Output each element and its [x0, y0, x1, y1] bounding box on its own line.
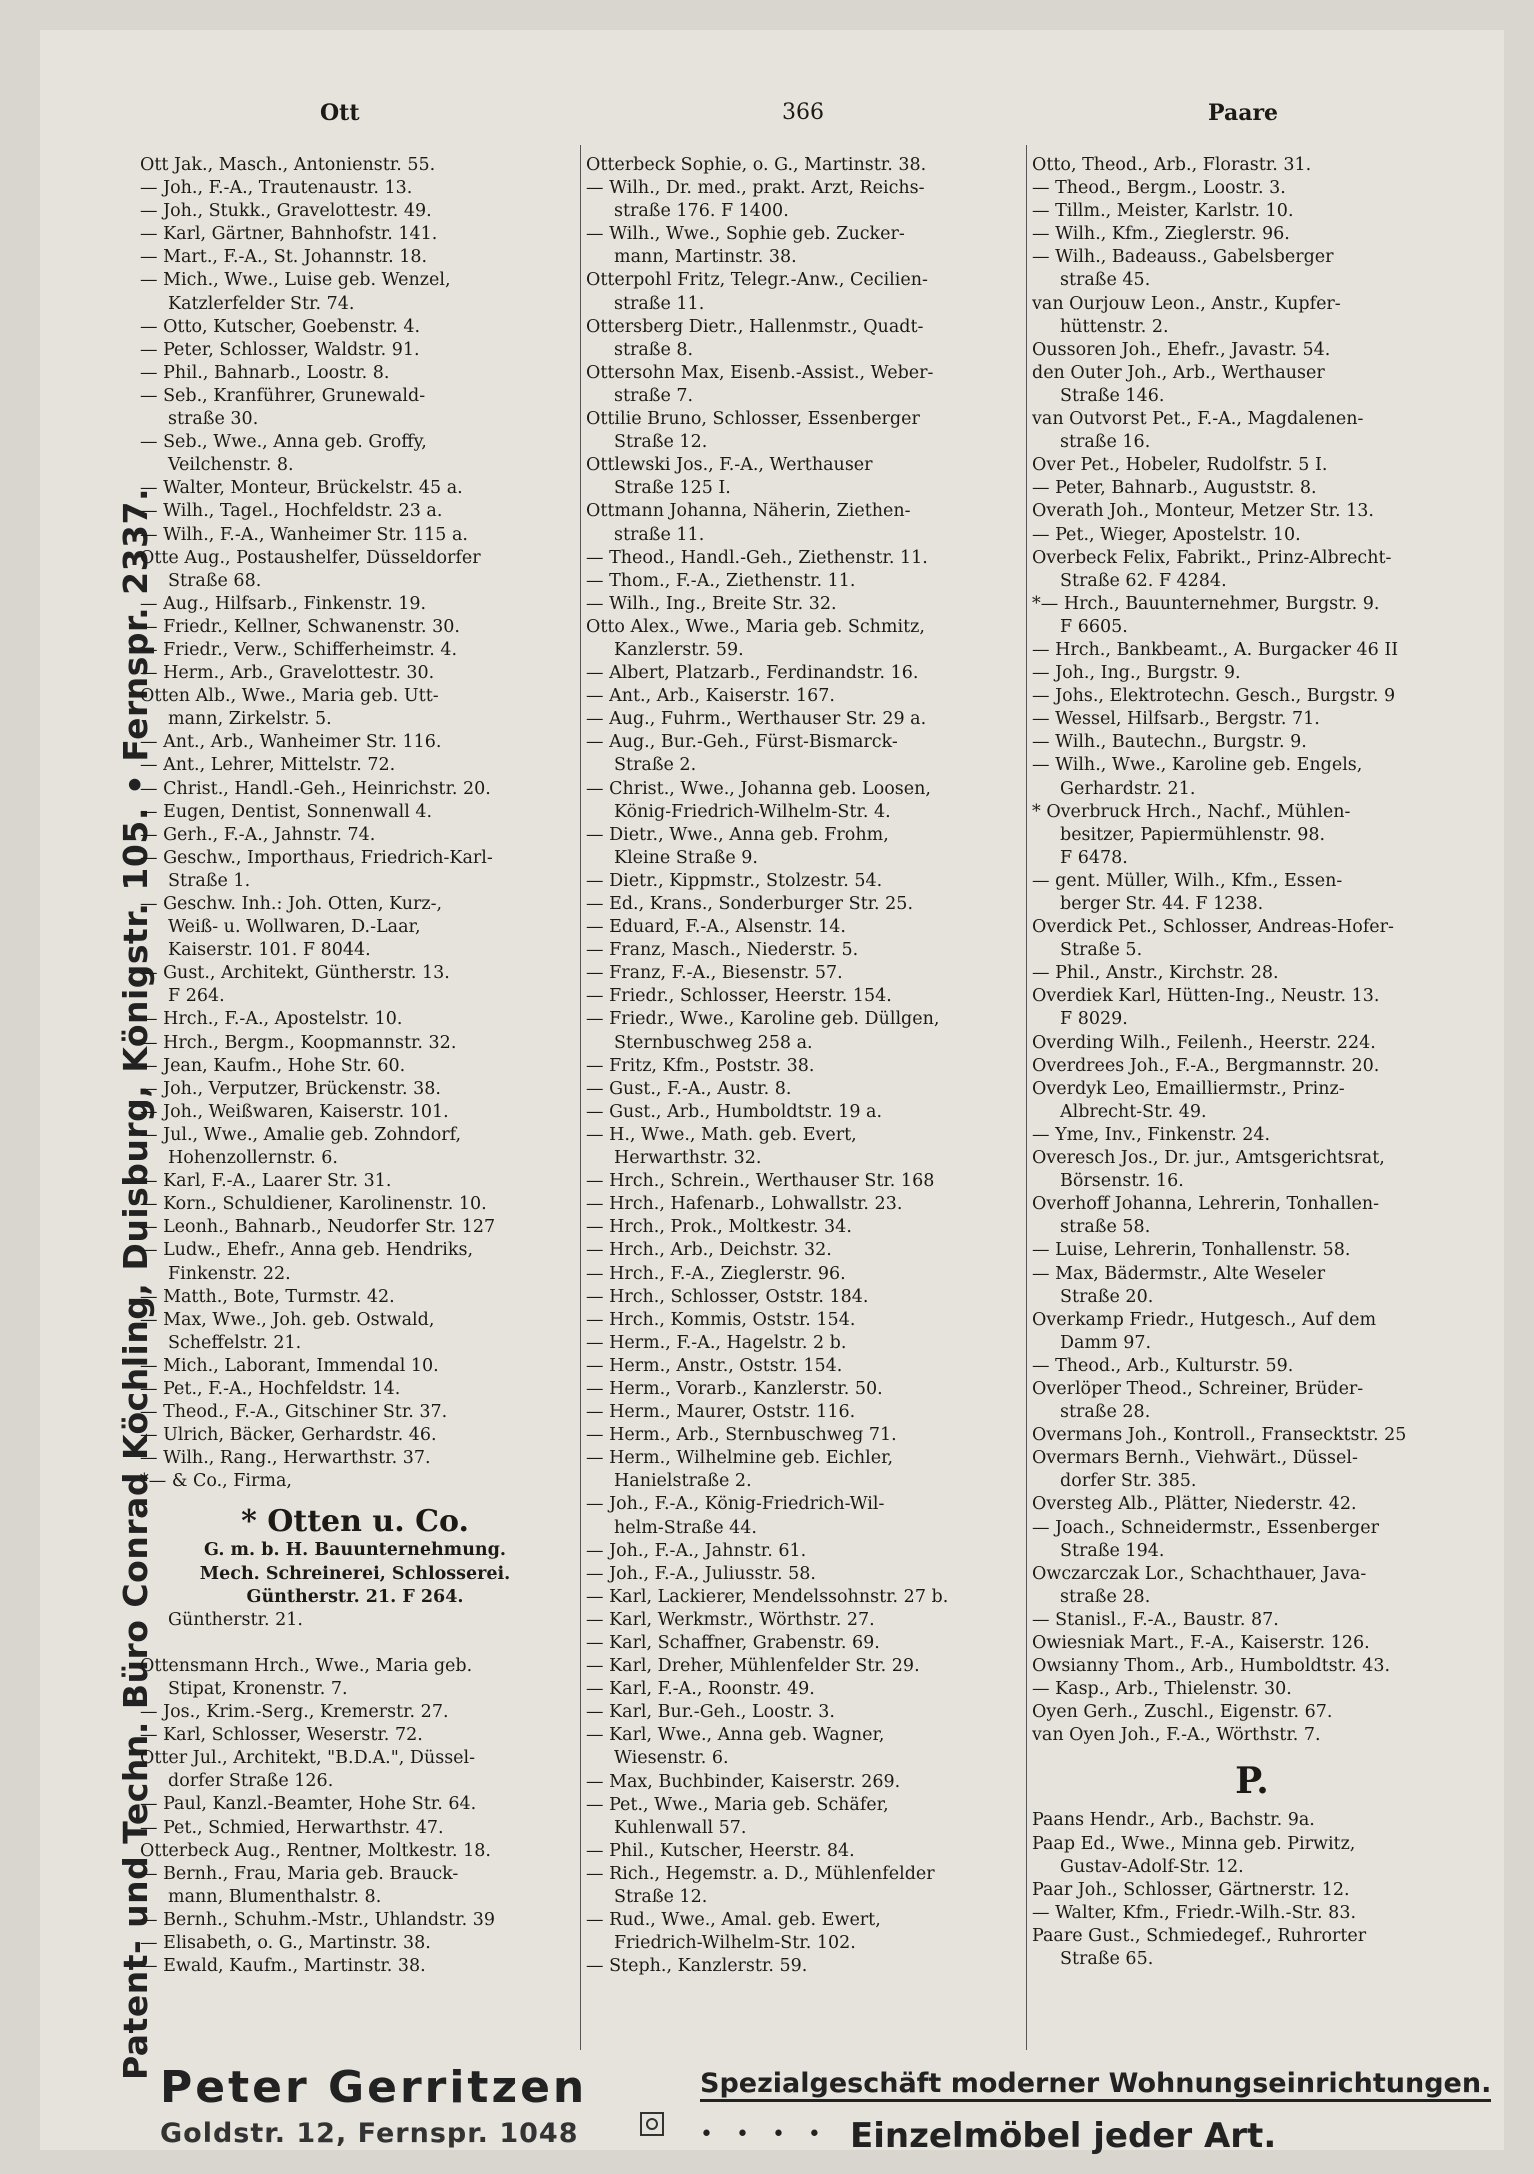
directory-entry: [140, 1632, 570, 1655]
directory-entry: straße 16.: [1060, 432, 1151, 453]
page-number: 366: [782, 100, 824, 125]
directory-entry: — Bernh., Schuhm.-Mstr., Uhlandstr. 39: [140, 1909, 495, 1930]
directory-entry: — Ant., Arb., Kaiserstr. 167.: [586, 686, 835, 707]
directory-entry: — Pet., Wieger, Apostelstr. 10.: [1032, 524, 1301, 545]
directory-entry: — Thom., F.-A., Ziethenstr. 11.: [586, 570, 856, 591]
directory-entry: — Friedr., Verw., Schifferheimstr. 4.: [140, 639, 458, 660]
directory-entry: — Otto, Kutscher, Goebenstr. 4.: [140, 316, 421, 337]
directory-entry: Ottersohn Max, Eisenb.-Assist., Weber-: [586, 362, 934, 383]
footer-address: Goldstr. 12, Fernspr. 1048: [160, 2118, 579, 2149]
directory-entry: — Hrch., Schrein., Werthauser Str. 168: [586, 1171, 935, 1192]
footer-dots: • • • •: [700, 2122, 829, 2147]
directory-entry: Owiesniak Mart., F.-A., Kaiserstr. 126.: [1032, 1633, 1370, 1653]
directory-entry: Finkenstr. 22.: [168, 1263, 291, 1284]
directory-entry: Scheffelstr. 21.: [168, 1332, 302, 1353]
header-left-keyword: Ott: [320, 100, 360, 126]
directory-entry: — Joh., F.-A., König-Friedrich-Wil-: [586, 1494, 885, 1515]
directory-entry: — Wilh., Bautechn., Burgstr. 9.: [1032, 732, 1307, 753]
directory-entry: Albrecht-Str. 49.: [1060, 1101, 1207, 1122]
right-entries: [1032, 154, 1472, 1747]
directory-entry: van Ourjouw Leon., Anstr., Kupfer-: [1032, 293, 1341, 314]
directory-entry: — Karl, F.-A., Laarer Str. 31.: [140, 1171, 392, 1192]
directory-entry: F 6478.: [1060, 847, 1128, 868]
directory-entry: — Karl, Wwe., Anna geb. Wagner,: [586, 1725, 885, 1746]
directory-entry: — Karl, Gärtner, Bahnhofstr. 141.: [140, 224, 438, 245]
directory-entry: — Karl, Schaffner, Grabenstr. 69.: [586, 1633, 880, 1653]
directory-entry: — Theod., Bergm., Loostr. 3.: [1032, 178, 1286, 199]
directory-entry: — Mich., Wwe., Luise geb. Wenzel,: [140, 270, 451, 291]
directory-entry: — Wilh., Rang., Herwarthstr. 37.: [140, 1448, 431, 1469]
directory-entry: — Aug., Fuhrm., Werthauser Str. 29 a.: [586, 709, 927, 730]
directory-entry: Kaiserstr. 101. F 8044.: [168, 940, 371, 961]
directory-entry: — Wilh., Kfm., Zieglerstr. 96.: [1032, 224, 1290, 245]
directory-entry: Paar Joh., Schlosser, Gärtnerstr. 12.: [1032, 1879, 1350, 1900]
directory-entry: — Pet., Wwe., Maria geb. Schäfer,: [586, 1794, 889, 1815]
middle-column: [586, 154, 1032, 1978]
directory-entry: den Outer Joh., Arb., Werthauser: [1032, 362, 1325, 383]
directory-entry: Overath Joh., Monteur, Metzer Str. 13.: [1032, 501, 1374, 522]
directory-entry: — Walter, Kfm., Friedr.-Wilh.-Str. 83.: [1032, 1902, 1357, 1923]
directory-entry: Ottilie Bruno, Schlosser, Essenberger: [586, 409, 920, 430]
directory-entry: — Hrch., Prok., Moltkestr. 34.: [586, 1217, 852, 1238]
directory-entry: — Wilh., Wwe., Sophie geb. Zucker-: [586, 224, 905, 245]
sidebar-advertisement: [86, 150, 155, 2080]
directory-entry: Overmans Joh., Kontroll., Fransecktstr. 25: [1032, 1425, 1407, 1446]
directory-entry: — Elisabeth, o. G., Martinstr. 38.: [140, 1933, 431, 1954]
directory-entry: helm-Straße 44.: [614, 1517, 757, 1538]
directory-entry: Overkamp Friedr., Hutgesch., Auf dem: [1032, 1309, 1377, 1330]
directory-entry: Straße 65.: [1060, 1949, 1154, 1970]
ad-title: * Otten u. Co.: [241, 1504, 469, 1540]
footer-company: Peter Gerritzen: [160, 2062, 588, 2113]
directory-entry: — Bernh., Frau, Maria geb. Brauck-: [140, 1863, 459, 1884]
directory-entry: Otten Alb., Wwe., Maria geb. Utt-: [140, 686, 439, 707]
directory-entry: — Mart., F.-A., St. Johannstr. 18.: [140, 247, 428, 268]
directory-entry: Overbeck Felix, Fabrikt., Prinz-Albrecht-: [1032, 547, 1392, 568]
directory-entry: straße 28.: [1060, 1586, 1151, 1607]
directory-entry: straße 7.: [614, 385, 694, 406]
ad-line: G. m. b. H. Bauunternehmung.: [204, 1540, 506, 1561]
directory-entry: — Karl, Dreher, Mühlenfelder Str. 29.: [586, 1656, 920, 1677]
directory-entry: Weiß- u. Wollwaren, D.-Laar,: [168, 917, 421, 938]
directory-entry: — Matth., Bote, Turmstr. 42.: [140, 1286, 395, 1307]
directory-entry: — Wessel, Hilfsarb., Bergstr. 71.: [1032, 709, 1320, 730]
directory-entry: dorfer Str. 385.: [1060, 1471, 1197, 1492]
directory-entry: — Friedr., Kellner, Schwanenstr. 30.: [140, 616, 460, 637]
directory-entry: — Karl, Schlosser, Weserstr. 72.: [140, 1725, 423, 1746]
directory-entry: mann, Zirkelstr. 5.: [168, 709, 332, 730]
section-heading-p: P.: [1235, 1760, 1269, 1803]
directory-entry: — Hrch., F.-A., Apostelstr. 10.: [140, 1009, 403, 1030]
directory-entry: — Karl, Bur.-Geh., Loostr. 3.: [586, 1702, 835, 1723]
directory-entry: Hanielstraße 2.: [614, 1471, 752, 1492]
directory-entry: Paap Ed., Wwe., Minna geb. Pirwitz,: [1032, 1833, 1356, 1854]
directory-entry: Friedrich-Wilhelm-Str. 102.: [614, 1933, 856, 1954]
directory-entry: straße 28.: [1060, 1402, 1151, 1423]
directory-entry: — Hrch., Bankbeamt., A. Burgacker 46 II: [1032, 639, 1399, 660]
directory-entry: — Karl, Lackierer, Mendelssohnstr. 27 b.: [586, 1586, 949, 1607]
directory-entry: — Jos., Krim.-Serg., Kremerstr. 27.: [140, 1702, 449, 1723]
directory-entry: — Ant., Lehrer, Mittelstr. 72.: [140, 755, 396, 776]
directory-entry: Oyen Gerh., Zuschl., Eigenstr. 67.: [1032, 1702, 1333, 1723]
directory-entry: Ottersberg Dietr., Hallenmstr., Quadt-: [586, 316, 924, 337]
directory-entry: — Walter, Monteur, Brückelstr. 45 a.: [140, 478, 463, 499]
directory-entry: Overlöper Theod., Schreiner, Brüder-: [1032, 1378, 1364, 1399]
right-entries-p: [1032, 1809, 1472, 1971]
directory-entry: — Rud., Wwe., Amal. geb. Ewert,: [586, 1910, 881, 1931]
directory-entry: — Herm., Vorarb., Kanzlerstr. 50.: [586, 1378, 883, 1399]
footer-tagline-secondary: Einzelmöbel jeder Art.: [850, 2116, 1277, 2156]
directory-entry: — Hrch., Schlosser, Oststr. 184.: [586, 1286, 869, 1307]
directory-entry: — Friedr., Schlosser, Heerstr. 154.: [586, 986, 892, 1007]
directory-entry: Paans Hendr., Arb., Bachstr. 9a.: [1032, 1810, 1315, 1831]
directory-entry: van Oyen Joh., F.-A., Wörthstr. 7.: [1032, 1725, 1321, 1746]
directory-entry: — H., Wwe., Math. geb. Evert,: [586, 1124, 857, 1145]
directory-entry: Otterbeck Aug., Rentner, Moltkestr. 18.: [140, 1840, 491, 1861]
directory-entry: Börsenstr. 16.: [1060, 1171, 1184, 1192]
directory-entry: berger Str. 44. F 1238.: [1060, 894, 1264, 914]
ad-line: Güntherstr. 21. F 264.: [246, 1586, 464, 1607]
directory-entry: Overdick Pet., Schlosser, Andreas-Hofer-: [1032, 917, 1394, 938]
directory-entry: — Christ., Wwe., Johanna geb. Loosen,: [586, 778, 931, 799]
directory-entry: — Herm., Arb., Gravelottestr. 30.: [140, 663, 435, 684]
directory-entry: — Jean, Kaufm., Hohe Str. 60.: [140, 1055, 406, 1076]
directory-entry: Straße 1.: [168, 870, 251, 891]
directory-entry: — Joh., F.-A., Trautenaustr. 13.: [140, 178, 413, 199]
directory-entry: — Hrch., Kommis, Oststr. 154.: [586, 1309, 856, 1330]
directory-entry: Damm 97.: [1060, 1332, 1152, 1353]
directory-entry: Straße 146.: [1060, 385, 1165, 406]
directory-entry: — Hrch., Hafenarb., Lohwallstr. 23.: [586, 1194, 903, 1215]
directory-entry: Hohenzollernstr. 6.: [168, 1148, 338, 1169]
directory-entry: Veilchenstr. 8.: [168, 455, 294, 476]
directory-entry: hüttenstr. 2.: [1060, 316, 1169, 337]
directory-entry: Over Pet., Hobeler, Rudolfstr. 5 I.: [1032, 455, 1328, 476]
directory-entry: Otto Alex., Wwe., Maria geb. Schmitz,: [586, 616, 925, 637]
directory-entry: van Outvorst Pet., F.-A., Magdalenen-: [1032, 409, 1364, 430]
directory-entry: Overdrees Joh., F.-A., Bergmannstr. 20.: [1032, 1055, 1380, 1076]
directory-entry: — gent. Müller, Wilh., Kfm., Essen-: [1032, 870, 1343, 891]
directory-entry: Sternbuschweg 258 a.: [614, 1032, 813, 1053]
directory-entry: — Pet., F.-A., Hochfeldstr. 14.: [140, 1378, 401, 1399]
directory-entry: — Phil., Kutscher, Heerstr. 84.: [586, 1840, 855, 1861]
directory-entry: Otto, Theod., Arb., Florastr. 31.: [1032, 155, 1312, 175]
directory-entry: Otte Aug., Postaushelfer, Düsseldorfer: [140, 547, 481, 568]
directory-entry: — Franz, Masch., Niederstr. 5.: [586, 940, 859, 961]
directory-entry: — Yme, Inv., Finkenstr. 24.: [1032, 1124, 1271, 1145]
directory-entry: — Paul, Kanzl.-Beamter, Hohe Str. 64.: [140, 1794, 477, 1815]
directory-entry: — Gust., F.-A., Austr. 8.: [586, 1078, 792, 1099]
directory-entry: — Mich., Laborant, Immendal 10.: [140, 1355, 439, 1376]
directory-entry: — Joach., Schneidermstr., Essenberger: [1032, 1517, 1379, 1538]
directory-entry: — Herm., Wilhelmine geb. Eichler,: [586, 1448, 894, 1469]
directory-entry: mann, Martinstr. 38.: [614, 247, 797, 268]
directory-entry: — Aug., Hilfsarb., Finkenstr. 19.: [140, 593, 427, 614]
footer-advertisement: [160, 2062, 1492, 2158]
directory-entry: — Seb., Kranführer, Grunewald-: [140, 385, 426, 406]
directory-entry: — Friedr., Wwe., Karoline geb. Düllgen,: [586, 1009, 940, 1030]
directory-entry: *— Hrch., Bauunternehmer, Burgstr. 9.: [1032, 593, 1380, 614]
directory-entry: — Albert, Platzarb., Ferdinandstr. 16.: [586, 663, 919, 684]
directory-entry: König-Friedrich-Wilhelm-Str. 4.: [614, 801, 891, 822]
directory-entry: — Herm., F.-A., Hagelstr. 2 b.: [586, 1332, 847, 1353]
directory-entry: — Fritz, Kfm., Poststr. 38.: [586, 1055, 815, 1076]
directory-entry: — Leonh., Bahnarb., Neudorfer Str. 127: [140, 1217, 496, 1238]
directory-entry: — Luise, Lehrerin, Tonhallenstr. 58.: [1032, 1240, 1351, 1261]
directory-entry: Overding Wilh., Feilenh., Heerstr. 224.: [1032, 1032, 1376, 1053]
left-entries: [140, 154, 570, 1493]
directory-entry: — Karl, F.-A., Roonstr. 49.: [586, 1679, 815, 1700]
directory-entry: Owsianny Thom., Arb., Humboldtstr. 43.: [1032, 1656, 1391, 1677]
directory-entry: — Joh., Stukk., Gravelottestr. 49.: [140, 201, 432, 222]
directory-entry: Kleine Straße 9.: [614, 847, 758, 868]
directory-entry: Straße 68.: [168, 570, 262, 591]
directory-entry: straße 8.: [614, 339, 694, 360]
directory-entry: Oversteg Alb., Plätter, Niederstr. 42.: [1032, 1494, 1357, 1515]
directory-entry: — Joh., Weißwaren, Kaiserstr. 101.: [140, 1101, 449, 1122]
directory-entry: — Wilh., Badeauss., Gabelsberger: [1032, 247, 1334, 268]
directory-entry: — Joh., F.-A., Juliusstr. 58.: [586, 1563, 816, 1584]
directory-entry: — Dietr., Kippmstr., Stolzestr. 54.: [586, 870, 883, 891]
directory-entry: — Hrch., F.-A., Zieglerstr. 96.: [586, 1263, 846, 1284]
directory-entry: — Theod., Arb., Kulturstr. 59.: [1032, 1355, 1294, 1376]
directory-entry: straße 11.: [614, 524, 705, 545]
directory-entry: — Wilh., Ing., Breite Str. 32.: [586, 593, 837, 614]
directory-entry: Overhoff Johanna, Lehrerin, Tonhallen-: [1032, 1194, 1380, 1215]
directory-entry: — Eugen, Dentist, Sonnenwall 4.: [140, 801, 433, 822]
directory-entry: — Johs., Elektrotechn. Gesch., Burgstr. 9: [1032, 686, 1396, 707]
directory-entry: — Dietr., Wwe., Anna geb. Frohm,: [586, 824, 889, 845]
directory-entry: — Seb., Wwe., Anna geb. Groffy,: [140, 432, 427, 453]
directory-entry: Gerhardstr. 21.: [1060, 778, 1196, 799]
directory-entry: Kanzlerstr. 59.: [614, 639, 744, 660]
directory-entry: — Phil., Bahnarb., Loostr. 8.: [140, 362, 390, 383]
directory-entry: — Peter, Schlosser, Waldstr. 91.: [140, 339, 420, 360]
directory-entry: — Max, Wwe., Joh. geb. Ostwald,: [140, 1309, 435, 1330]
directory-entry: Kuhlenwall 57.: [614, 1817, 747, 1838]
directory-entry: — Joh., F.-A., Jahnstr. 61.: [586, 1540, 807, 1561]
directory-entry: — Pet., Schmied, Herwarthstr. 47.: [140, 1817, 444, 1838]
directory-entry: — Korn., Schuldiener, Karolinenstr. 10.: [140, 1194, 487, 1215]
directory-entry: Otterbeck Sophie, o. G., Martinstr. 38.: [586, 155, 927, 175]
directory-entry: — Phil., Anstr., Kirchstr. 28.: [1032, 963, 1279, 984]
directory-entry: — Jul., Wwe., Amalie geb. Zohndorf,: [140, 1124, 462, 1145]
directory-entry: Straße 12.: [614, 1887, 708, 1908]
directory-entry: — Stanisl., F.-A., Baustr. 87.: [1032, 1609, 1279, 1630]
directory-entry: Straße 5.: [1060, 940, 1143, 961]
directory-entry: — Joh., Ing., Burgstr. 9.: [1032, 663, 1241, 684]
directory-entry: — Wilh., Tagel., Hochfeldstr. 23 a.: [140, 501, 443, 522]
directory-entry: — Herm., Anstr., Oststr. 154.: [586, 1355, 843, 1376]
directory-entry: — Karl, Werkmstr., Wörthstr. 27.: [586, 1609, 875, 1630]
directory-entry: *— & Co., Firma,: [140, 1471, 292, 1492]
directory-entry: — Max, Buchbinder, Kaiserstr. 269.: [586, 1771, 901, 1792]
directory-entry: straße 58.: [1060, 1217, 1151, 1238]
directory-entry: — Joh., Verputzer, Brückenstr. 38.: [140, 1078, 441, 1099]
directory-entry: — Aug., Bur.-Geh., Fürst-Bismarck-: [586, 732, 898, 753]
directory-entry: — Ed., Krans., Sonderburger Str. 25.: [586, 894, 914, 914]
directory-entry: Overdiek Karl, Hütten-Ing., Neustr. 13.: [1032, 986, 1380, 1007]
directory-entry: dorfer Straße 126.: [168, 1771, 334, 1792]
directory-entry: — Kasp., Arb., Thielenstr. 30.: [1032, 1679, 1292, 1700]
directory-entry: Katzlerfelder Str. 74.: [168, 293, 355, 314]
directory-entry: Straße 62. F 4284.: [1060, 570, 1227, 591]
column-divider: [580, 145, 581, 2050]
directory-entry: — Herm., Maurer, Oststr. 116.: [586, 1402, 856, 1423]
directory-entry: Stipat, Kronenstr. 7.: [168, 1679, 348, 1699]
directory-entry: Otterpohl Fritz, Telegr.-Anw., Cecilien-: [586, 270, 928, 291]
directory-entry: Ottensmann Hrch., Wwe., Maria geb.: [140, 1655, 473, 1676]
left-column: [140, 154, 570, 1978]
directory-entry: — Gerh., F.-A., Jahnstr. 74.: [140, 824, 376, 845]
directory-entry: besitzer, Papiermühlenstr. 98.: [1060, 824, 1326, 845]
directory-entry: Overdyk Leo, Emailliermstr., Prinz-: [1032, 1078, 1345, 1099]
directory-entry: — Max, Bädermstr., Alte Weseler: [1032, 1263, 1326, 1284]
directory-entry: — Ewald, Kaufm., Martinstr. 38.: [140, 1956, 426, 1977]
directory-entry: Wiesenstr. 6.: [614, 1748, 729, 1769]
sidebar-advertisement-text: Patent- und Techn. Büro Conrad Köchling, Duisburg, Königstr. 105. • Fernspr. 2337.: [116, 487, 155, 2080]
directory-entry: Straße 125 I.: [614, 478, 731, 499]
directory-entry: straße 176. F 1400.: [614, 201, 789, 222]
directory-entry: Paare Gust., Schmiedegef., Ruhrorter: [1032, 1925, 1367, 1946]
directory-entry: — Theod., F.-A., Gitschiner Str. 37.: [140, 1402, 448, 1423]
directory-entry: straße 11.: [614, 293, 705, 314]
directory-entry: — Wilh., Wwe., Karoline geb. Engels,: [1032, 755, 1363, 776]
directory-entry: F 264.: [168, 986, 225, 1007]
left-entries-after-ad: [140, 1609, 570, 1979]
directory-entry: — Wilh., F.-A., Wanheimer Str. 115 a.: [140, 524, 468, 545]
directory-entry: — Peter, Bahnarb., Auguststr. 8.: [1032, 478, 1317, 499]
directory-entry: Straße 20.: [1060, 1286, 1154, 1307]
directory-entry: — Gust., Architekt, Güntherstr. 13.: [140, 963, 450, 984]
directory-entry: — Rich., Hegemstr. a. D., Mühlenfelder: [586, 1863, 935, 1884]
footer-tagline: Spezialgeschäft moderner Wohnungseinrichtungen.: [700, 2068, 1491, 2102]
directory-entry: — Hrch., Arb., Deichstr. 32.: [586, 1240, 832, 1261]
directory-entry: straße 30.: [168, 409, 259, 430]
directory-entry: Straße 194.: [1060, 1540, 1165, 1561]
directory-entry: * Overbruck Hrch., Nachf., Mühlen-: [1032, 801, 1351, 822]
directory-entry: Straße 12.: [614, 432, 708, 453]
header-right-keyword: Paare: [1208, 100, 1279, 126]
ad-line: Mech. Schreinerei, Schlosserei.: [199, 1563, 511, 1584]
directory-entry: Oussoren Joh., Ehefr., Javastr. 54.: [1032, 339, 1331, 360]
directory-entry: straße 45.: [1060, 270, 1151, 291]
directory-entry: — Theod., Handl.-Geh., Ziethenstr. 11.: [586, 547, 928, 568]
directory-entry: — Eduard, F.-A., Alsenstr. 14.: [586, 917, 846, 938]
directory-entry: — Tillm., Meister, Karlstr. 10.: [1032, 201, 1294, 222]
directory-entry: F 8029.: [1060, 1009, 1128, 1030]
directory-entry: — Hrch., Bergm., Koopmannstr. 32.: [140, 1032, 457, 1053]
directory-entry: — Ludw., Ehefr., Anna geb. Hendriks,: [140, 1240, 474, 1261]
directory-entry: Owczarczak Lor., Schachthauer, Java-: [1032, 1563, 1367, 1584]
directory-entry: — Ulrich, Bäcker, Gerhardstr. 46.: [140, 1425, 437, 1446]
directory-entry: Güntherstr. 21.: [168, 1609, 303, 1630]
directory-entry: Ottmann Johanna, Näherin, Ziethen-: [586, 501, 911, 522]
directory-entry: — Geschw. Inh.: Joh. Otten, Kurz-,: [140, 894, 443, 914]
directory-entry: Ott Jak., Masch., Antonienstr. 55.: [140, 155, 436, 175]
directory-entry: Otter Jul., Architekt, "B.D.A.", Düssel-: [140, 1748, 476, 1769]
directory-entry: — Ant., Arb., Wanheimer Str. 116.: [140, 732, 442, 753]
directory-entry: — Christ., Handl.-Geh., Heinrichstr. 20.: [140, 778, 491, 799]
directory-entry: — Franz, F.-A., Biesenstr. 57.: [586, 963, 843, 984]
right-column: [1032, 154, 1472, 1971]
directory-entry: mann, Blumenthalstr. 8.: [168, 1886, 382, 1907]
footer-logo-icon: [640, 2112, 664, 2136]
directory-entry: — Steph., Kanzlerstr. 59.: [586, 1956, 808, 1977]
directory-entry: — Herm., Arb., Sternbuschweg 71.: [586, 1425, 897, 1446]
directory-entry: — Wilh., Dr. med., prakt. Arzt, Reichs-: [586, 178, 925, 199]
directory-entry: Overesch Jos., Dr. jur., Amtsgerichtsrat,: [1032, 1148, 1385, 1169]
middle-entries: [586, 154, 1032, 1978]
directory-entry: Straße 2.: [614, 755, 697, 776]
directory-entry: Ottlewski Jos., F.-A., Werthauser: [586, 455, 873, 476]
directory-entry: — Gust., Arb., Humboldtstr. 19 a.: [586, 1101, 883, 1122]
directory-entry: Herwarthstr. 32.: [614, 1148, 762, 1169]
directory-entry: Gustav-Adolf-Str. 12.: [1060, 1856, 1244, 1877]
directory-entry: F 6605.: [1060, 616, 1128, 637]
directory-entry: — Geschw., Importhaus, Friedrich-Karl-: [140, 847, 493, 868]
directory-entry: Overmars Bernh., Viehwärt., Düssel-: [1032, 1448, 1358, 1469]
